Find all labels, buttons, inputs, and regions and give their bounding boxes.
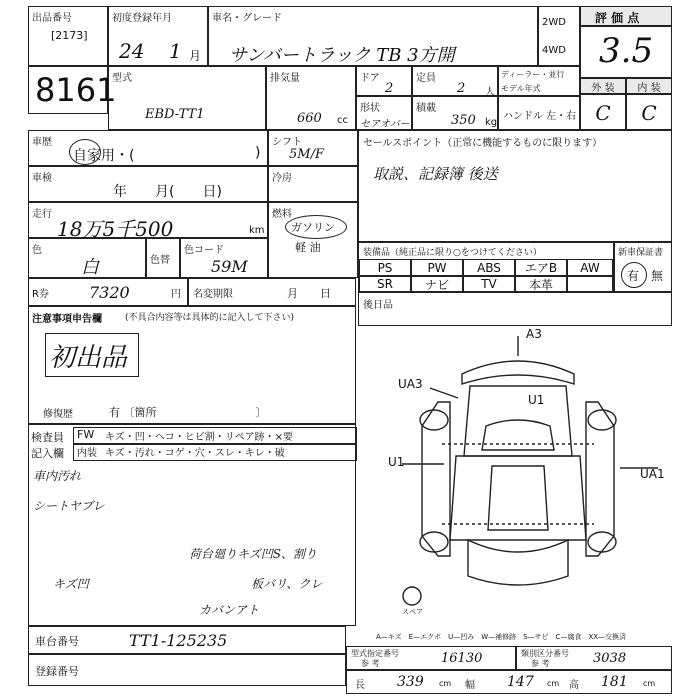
car-name-box bbox=[208, 6, 538, 66]
interior-grade: C bbox=[641, 101, 657, 125]
repair-label: 修復歴 bbox=[43, 409, 73, 420]
history-close: ) bbox=[255, 145, 261, 161]
inspector-row1-text: キズ・凹・ヘコ・ヒビ割・リペア跡・×要 bbox=[105, 432, 293, 443]
history-circle bbox=[69, 139, 101, 165]
equip-ps: PS bbox=[359, 259, 411, 276]
mileage-unit: km bbox=[249, 225, 265, 236]
height-value: 181 bbox=[601, 674, 628, 690]
lot-number: 8161 bbox=[35, 71, 117, 109]
fuel-diesel: 軽 油 bbox=[295, 241, 321, 254]
inspector-comment: 車内汚れ bbox=[33, 469, 82, 483]
dimensions-box bbox=[346, 670, 672, 694]
type-cert-value: 16130 bbox=[441, 651, 483, 666]
r-box bbox=[28, 278, 188, 306]
model-year-label: モデル年式 bbox=[501, 84, 541, 93]
diagram-mark: U1 bbox=[388, 455, 405, 469]
exterior-label: 外 装 bbox=[591, 83, 615, 94]
height-unit: cm bbox=[643, 679, 656, 688]
wheel bbox=[588, 532, 616, 552]
first-reg-box bbox=[108, 6, 208, 66]
chassis-label: 車台番号 bbox=[35, 635, 79, 648]
inspector-comment: 荷台廻りキズ凹S、割り bbox=[189, 547, 317, 561]
capacity-unit: 人 bbox=[485, 87, 495, 98]
cab-outline bbox=[464, 386, 572, 456]
inspector-comment: シートヤブレ bbox=[33, 499, 105, 513]
color-label: 色 bbox=[32, 245, 42, 256]
dealer-label: ディーラー・並行 bbox=[501, 70, 565, 79]
windshield bbox=[482, 420, 554, 450]
diagram-mark: スペア bbox=[402, 608, 423, 616]
first-reg-label: 初度登録年月 bbox=[112, 13, 172, 24]
length-label: 長 bbox=[355, 680, 365, 691]
rear-panel bbox=[468, 540, 568, 585]
load-label: 積載 bbox=[416, 103, 436, 114]
inspector-comment: 板バリ、クレ bbox=[251, 577, 323, 591]
handle-box bbox=[498, 96, 580, 130]
equip-aw: AW bbox=[567, 259, 613, 276]
inspector-row2-text: キズ・汚れ・コゲ・穴・スレ・キレ・破 bbox=[105, 448, 285, 459]
mileage-value: 18万5千500 bbox=[57, 217, 174, 241]
wheel bbox=[420, 410, 448, 430]
interior-grade-box bbox=[626, 94, 672, 130]
class-label: 類別区分番号 bbox=[521, 649, 569, 658]
car-name-value: サンバートラック TB 3方開 bbox=[229, 45, 455, 66]
equip-airbag: エアB bbox=[515, 259, 567, 276]
equip-tv: TV bbox=[463, 276, 515, 292]
equip-leather: 本革 bbox=[515, 276, 567, 292]
drive-2wd: 2WD bbox=[542, 17, 566, 28]
trunk-box bbox=[358, 292, 672, 326]
load-value: 350 bbox=[451, 113, 476, 128]
front-bumper bbox=[462, 361, 574, 384]
diagram-mark: UA1 bbox=[640, 467, 665, 481]
reg-expiry-box bbox=[188, 278, 356, 306]
lot-label: 出品番号 bbox=[32, 13, 72, 24]
warranty-yes: 有 bbox=[627, 269, 640, 283]
registration-box bbox=[28, 654, 346, 686]
load-box bbox=[412, 96, 498, 130]
diagram-mark: UA3 bbox=[398, 377, 423, 391]
spare-tire bbox=[403, 587, 421, 605]
length-value: 339 bbox=[397, 674, 424, 690]
exterior-label-box bbox=[580, 78, 626, 94]
drive-box bbox=[538, 6, 580, 66]
equipment-label: 装備品（純正品に限り○をつけてください） bbox=[363, 248, 542, 258]
shaken-box bbox=[28, 166, 268, 202]
capacity-label: 定員 bbox=[416, 73, 436, 84]
doors-box bbox=[356, 66, 412, 96]
color-code-label: 色コード bbox=[184, 245, 224, 256]
inspector-comment: カバンアト bbox=[199, 603, 260, 617]
shape-box bbox=[356, 96, 412, 130]
bed-outline bbox=[450, 456, 586, 540]
inspector-box bbox=[28, 424, 356, 626]
equip-navi: ナビ bbox=[411, 276, 463, 292]
displacement-unit: cc bbox=[337, 115, 348, 126]
equip-abs: ABS bbox=[463, 259, 515, 276]
color-value: 白 bbox=[81, 257, 99, 278]
color-box bbox=[28, 238, 146, 278]
class-box bbox=[516, 646, 672, 670]
doors-label: ドア bbox=[360, 73, 380, 84]
fuel-label: 燃料 bbox=[272, 209, 292, 220]
mileage-label: 走行 bbox=[32, 209, 52, 220]
model-value: EBD-TT1 bbox=[145, 107, 205, 122]
equipment-box bbox=[358, 242, 614, 292]
displacement-box bbox=[266, 66, 356, 130]
lot-number-box bbox=[28, 66, 117, 114]
lot-box bbox=[28, 6, 108, 66]
month-unit: 月 bbox=[189, 49, 202, 63]
mileage-box bbox=[28, 202, 268, 241]
type-cert-box bbox=[346, 646, 516, 670]
fuel-box bbox=[268, 202, 358, 278]
displacement-value: 660 bbox=[297, 111, 322, 126]
type-cert-label: 型式指定番号 bbox=[351, 649, 399, 658]
model-box bbox=[108, 66, 266, 130]
exterior-grade-box bbox=[580, 94, 626, 130]
registration-label: 登録番号 bbox=[35, 665, 79, 678]
notes-label: 注意事項申告欄 bbox=[32, 314, 102, 325]
aircon-box bbox=[268, 166, 358, 202]
reg-expiry-value: 月 日 bbox=[287, 287, 331, 300]
wheel bbox=[420, 532, 448, 552]
wheel bbox=[588, 410, 616, 430]
shape-label: 形状 bbox=[360, 103, 380, 114]
sales-box bbox=[358, 130, 672, 242]
load-unit: kg bbox=[485, 117, 498, 128]
aircon-label: 冷房 bbox=[272, 173, 292, 184]
sales-label: セールスポイント（正常に機能するものに限ります） bbox=[363, 138, 603, 149]
color-code-value: 59M bbox=[211, 257, 248, 276]
eval-score-box bbox=[580, 26, 672, 78]
diagram-mark: A3 bbox=[526, 327, 542, 341]
height-label: 高 bbox=[569, 680, 579, 691]
notes-box bbox=[28, 306, 356, 424]
exterior-grade: C bbox=[595, 101, 611, 125]
width-unit: cm bbox=[547, 679, 560, 688]
inspector-label-1: 検査員 bbox=[31, 431, 64, 444]
shaken-label: 車検 bbox=[32, 173, 52, 184]
inspector-label-2: 記入欄 bbox=[31, 447, 64, 460]
eval-box bbox=[580, 6, 672, 26]
pointer-line bbox=[430, 388, 458, 398]
car-diagram bbox=[358, 326, 672, 626]
trunk-label: 後日品 bbox=[363, 300, 393, 311]
legend-text: A—キズ E—エクボ U—凹み W—補修跡 S—サビ C—腐食 XX—交換済 bbox=[376, 633, 627, 641]
r-value: 7320 bbox=[89, 283, 130, 302]
displacement-label: 排気量 bbox=[270, 73, 300, 84]
history-box bbox=[28, 130, 268, 166]
fuel-gas-circle bbox=[285, 215, 347, 239]
diagram-mark: U1 bbox=[528, 393, 545, 407]
interior-label-box bbox=[626, 78, 672, 94]
shift-label: シフト bbox=[272, 137, 302, 148]
bed-inner bbox=[488, 466, 548, 530]
doors-value: 2 bbox=[385, 81, 394, 96]
eval-score: 3.5 bbox=[599, 31, 654, 71]
equip-pw: PW bbox=[411, 259, 463, 276]
history-label: 車歴 bbox=[32, 137, 52, 148]
color-change-label: 色替 bbox=[150, 255, 170, 266]
model-label: 型式 bbox=[112, 73, 132, 84]
inspector-row1-tag: FW bbox=[77, 428, 95, 441]
reg-expiry-label: 名変期限 bbox=[193, 289, 233, 300]
shape-value: セアオバー bbox=[360, 119, 410, 130]
first-reg-year: 24 bbox=[119, 39, 145, 63]
history-value: 自家用・( bbox=[73, 148, 135, 164]
class-value: 3038 bbox=[593, 651, 627, 666]
chassis-box bbox=[28, 626, 346, 654]
shift-value: 5M/F bbox=[289, 147, 324, 162]
dealer-box bbox=[498, 66, 580, 96]
eval-label: 評 価 点 bbox=[595, 11, 640, 25]
car-name-label: 車名・グレード bbox=[212, 13, 282, 24]
drive-4wd: 4WD bbox=[542, 45, 566, 56]
inspector-comment: キズ凹 bbox=[53, 577, 89, 591]
warranty-box bbox=[614, 242, 672, 292]
r-label: R券 bbox=[32, 289, 49, 300]
type-cert-sub: 参 考 bbox=[361, 659, 380, 668]
width-label: 幅 bbox=[465, 680, 475, 691]
equip-blank bbox=[567, 276, 613, 292]
color-code-box bbox=[180, 238, 268, 278]
sales-value: 取説、記録簿 後送 bbox=[373, 165, 498, 183]
warranty-label: 新車保証書 bbox=[618, 248, 664, 258]
shift-box bbox=[268, 130, 358, 166]
r-unit: 円 bbox=[171, 289, 181, 300]
notes-hint: (不具合内容等は具体的に記入して下さい) bbox=[125, 313, 295, 323]
class-sub: 参 考 bbox=[531, 659, 550, 668]
fuel-gas: ガソリン bbox=[291, 221, 335, 234]
lot-sub: [2173] bbox=[51, 29, 88, 42]
first-reg-month: 1 bbox=[169, 39, 182, 63]
chassis-value: TT1-125235 bbox=[129, 631, 228, 650]
warranty-no: 無 bbox=[651, 269, 664, 283]
warranty-yes-circle bbox=[621, 262, 647, 288]
width-value: 147 bbox=[507, 674, 534, 690]
capacity-box bbox=[412, 66, 498, 96]
capacity-value: 2 bbox=[457, 81, 466, 96]
handle-label: ハンドル 左・右 bbox=[503, 111, 577, 122]
notes-value: 初出品 bbox=[49, 343, 128, 373]
interior-label: 内 装 bbox=[637, 83, 661, 94]
equip-sr: SR bbox=[359, 276, 411, 292]
color-change-box bbox=[146, 238, 180, 278]
inspector-row2-tag: 内装 bbox=[77, 448, 97, 459]
shaken-value: 年 月( 日) bbox=[113, 184, 222, 200]
repair-value: 有 〔箇所 〕 bbox=[109, 406, 267, 419]
length-unit: cm bbox=[439, 679, 452, 688]
